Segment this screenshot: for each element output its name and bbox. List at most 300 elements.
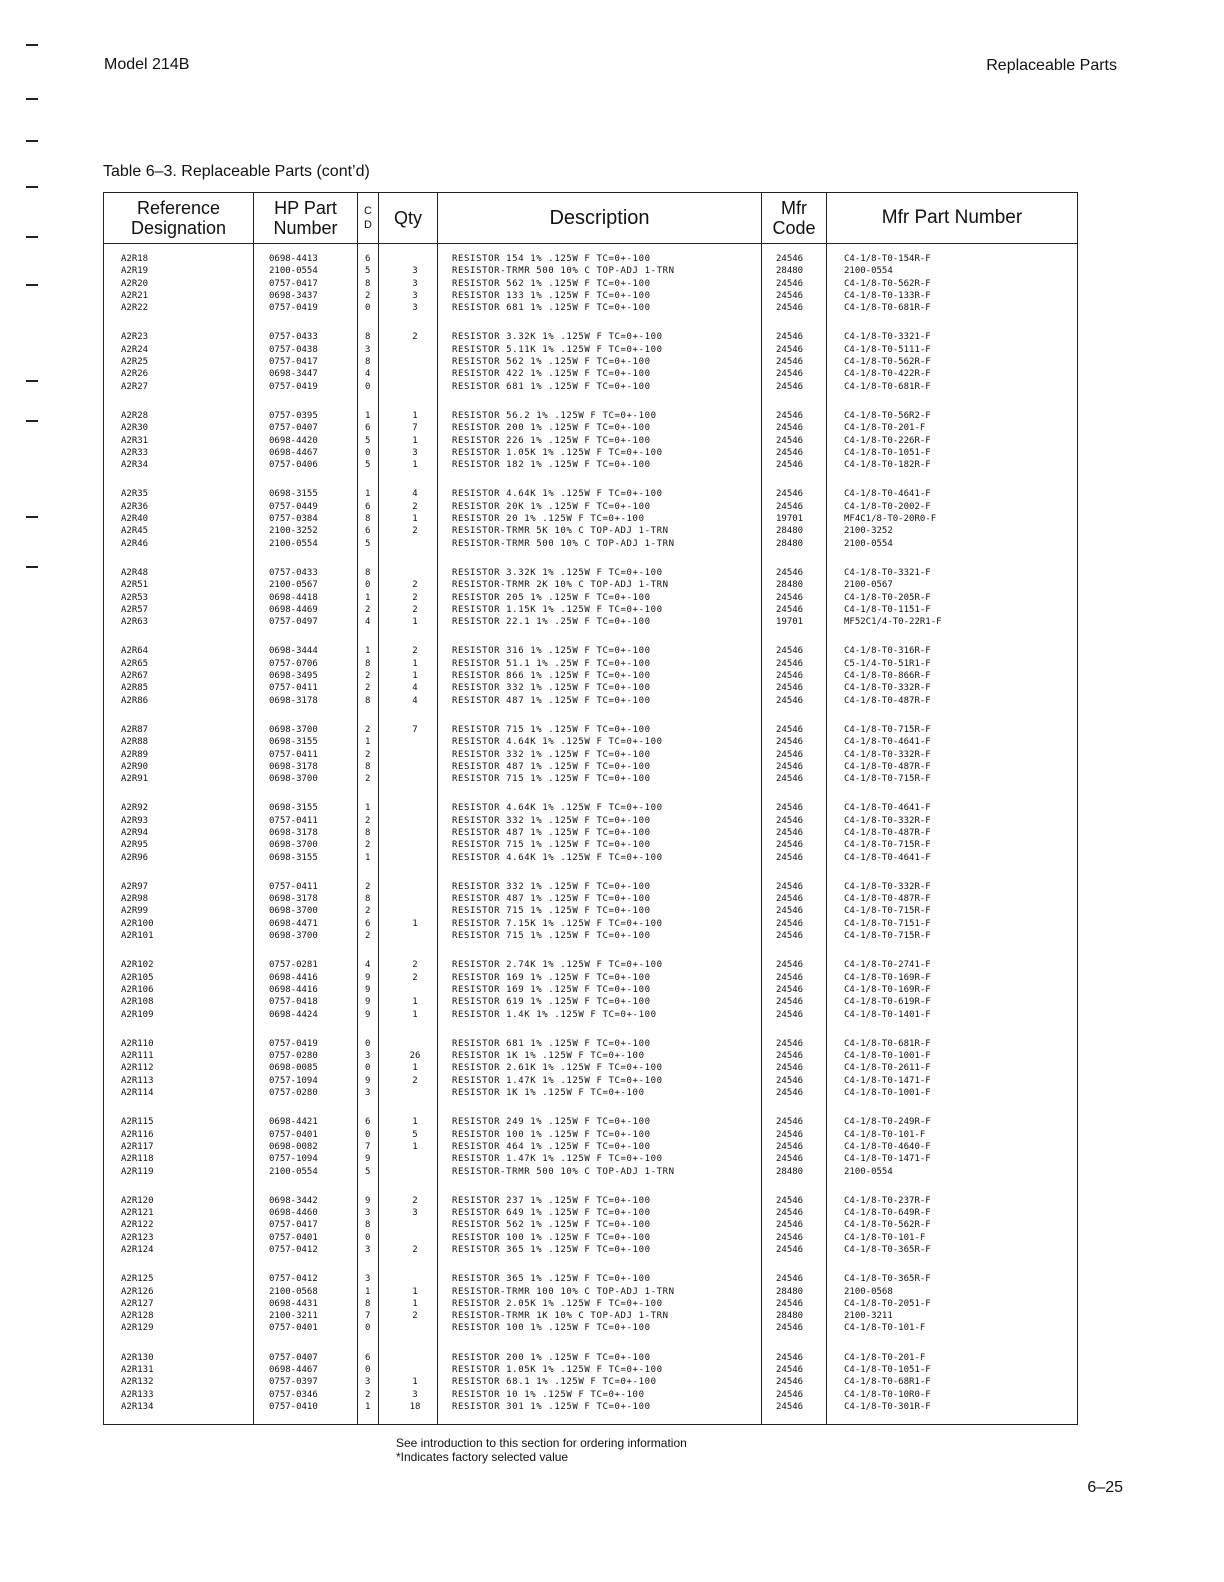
hp-part-cell: 0698-4413 — [269, 254, 318, 264]
ref-cell: A2R123 — [121, 1232, 154, 1243]
mfr-code-cell: 28480 — [776, 266, 804, 277]
hp-part-cell: 0757-0280 — [269, 1051, 318, 1062]
mfr-part-cell: MF4C1/8-T0-20R0-F — [844, 514, 937, 525]
hp-part-cell: 0757-0433 — [269, 567, 318, 578]
hp-part-cell: 0757-0410 — [269, 1401, 318, 1412]
ref-cell: A2R108 — [121, 997, 154, 1008]
col-header-qty: Qty — [393, 208, 422, 228]
description-cell: RESISTOR 169 1% .125W F TC=0+-100 — [452, 984, 651, 995]
qty-cell: 1 — [412, 1117, 418, 1128]
qty-cell: 18 — [409, 1401, 421, 1412]
table-body — [104, 253, 1077, 1430]
cd-cell: 1 — [365, 803, 371, 814]
mfr-part-cell: C4-1/8-T0-332R-F — [844, 815, 931, 826]
hp-part-cell: 0757-0417 — [269, 278, 318, 289]
mfr-part-cell: C4-1/8-T0-133R-F — [844, 290, 931, 301]
description-cell: RESISTOR 649 1% .125W F TC=0+-100 — [452, 1208, 651, 1219]
cd-cell: 1 — [365, 410, 371, 421]
table-footnote — [396, 1436, 687, 1464]
table-row — [104, 616, 1077, 628]
mfr-code-cell: 24546 — [776, 1298, 804, 1309]
cd-cell: 7 — [365, 1311, 371, 1322]
qty-cell: 1 — [412, 671, 418, 682]
row-group — [104, 1038, 1077, 1099]
qty-cell: 2 — [412, 1075, 418, 1086]
cd-cell: 1 — [365, 489, 371, 500]
table-row — [104, 488, 1077, 500]
margin-mark — [26, 284, 38, 286]
mfr-part-cell: C4-1/8-T0-4640-F — [844, 1141, 931, 1152]
mfr-code-cell: 24546 — [776, 423, 804, 434]
table-row — [104, 501, 1077, 513]
mfr-code-cell: 28480 — [776, 1311, 804, 1322]
cd-cell: 0 — [365, 381, 371, 392]
description-cell: RESISTOR 4.64K 1% .125W F TC=0+-100 — [452, 852, 663, 863]
mfr-code-cell: 24546 — [776, 290, 804, 301]
cd-cell: 4 — [365, 369, 371, 380]
qty-cell: 1 — [412, 658, 418, 669]
description-cell: RESISTOR 1K 1% .125W F TC=0+-100 — [452, 1051, 645, 1062]
mfr-code-cell: 24546 — [776, 724, 804, 735]
cd-cell: 8 — [365, 1220, 371, 1231]
table-row — [104, 761, 1077, 773]
mfr-code-cell: 28480 — [776, 1166, 804, 1177]
qty-cell: 1 — [412, 514, 418, 525]
description-cell: RESISTOR 10 1% .125W F TC=0+-100 — [452, 1389, 645, 1400]
row-group — [104, 881, 1077, 942]
table-row — [104, 265, 1077, 277]
description-cell: RESISTOR 1.47K 1% .125W F TC=0+-100 — [452, 1075, 663, 1086]
description-cell: RESISTOR 562 1% .125W F TC=0+-100 — [452, 1220, 651, 1231]
col-header-mfr-code: Mfr Code — [772, 198, 816, 238]
mfr-code-cell: 24546 — [776, 1154, 804, 1165]
cd-cell: 9 — [365, 997, 371, 1008]
qty-cell: 1 — [412, 1063, 418, 1074]
mfr-code-cell: 24546 — [776, 435, 804, 446]
hp-part-cell: 0757-0407 — [269, 1352, 318, 1363]
table-row — [104, 1009, 1077, 1021]
mfr-code-cell: 28480 — [776, 580, 804, 591]
description-cell: RESISTOR-TRMR 1K 10% C TOP-ADJ 1-TRN — [452, 1311, 669, 1322]
table-row — [104, 1153, 1077, 1165]
table-row — [104, 930, 1077, 942]
mfr-code-cell: 24546 — [776, 683, 804, 694]
mfr-code-cell: 24546 — [776, 918, 804, 929]
mfr-code-cell: 24546 — [776, 658, 804, 669]
qty-cell: 1 — [412, 435, 418, 446]
hp-part-cell: 2100-3252 — [269, 526, 318, 537]
row-group — [104, 802, 1077, 863]
mfr-part-cell: C4-1/8-T0-1151-F — [844, 604, 931, 615]
ref-cell: A2R125 — [121, 1274, 154, 1285]
mfr-code-cell: 24546 — [776, 381, 804, 392]
ref-cell: A2R111 — [121, 1051, 154, 1062]
cd-cell: 9 — [365, 972, 371, 983]
hp-part-cell: 0757-0412 — [269, 1245, 318, 1255]
table-row — [104, 538, 1077, 550]
ref-cell: A2R51 — [121, 580, 149, 591]
ref-cell: A2R134 — [121, 1401, 154, 1412]
description-cell: RESISTOR 4.64K 1% .125W F TC=0+-100 — [452, 737, 663, 748]
table-row — [104, 1322, 1077, 1334]
table-row — [104, 1038, 1077, 1050]
hp-part-cell: 0757-0281 — [269, 960, 318, 971]
qty-cell: 2 — [412, 526, 418, 537]
parts-table — [103, 192, 1078, 1425]
mfr-part-cell: C4-1/8-T0-101-F — [844, 1129, 926, 1140]
mfr-code-cell: 24546 — [776, 1117, 804, 1128]
description-cell: RESISTOR 237 1% .125W F TC=0+-100 — [452, 1195, 651, 1206]
mfr-code-cell: 24546 — [776, 1377, 804, 1388]
description-cell: RESISTOR 20K 1% .125W F TC=0+-100 — [452, 501, 651, 512]
mfr-part-cell: C4-1/8-T0-332R-F — [844, 881, 931, 892]
hp-part-cell: 0698-3700 — [269, 906, 318, 917]
mfr-part-cell: C4-1/8-T0-681R-F — [844, 1038, 931, 1049]
description-cell: RESISTOR 487 1% .125W F TC=0+-100 — [452, 827, 651, 838]
footnote-ordering: See introduction to this section for ordering information — [396, 1436, 687, 1450]
mfr-code-cell: 24546 — [776, 344, 804, 355]
qty-cell: 3 — [412, 447, 418, 458]
description-cell: RESISTOR 301 1% .125W F TC=0+-100 — [452, 1401, 651, 1412]
table-row — [104, 1364, 1077, 1376]
row-group — [104, 567, 1077, 628]
table-row — [104, 918, 1077, 930]
mfr-part-cell: C4-1/8-T0-101-F — [844, 1323, 926, 1334]
qty-cell: 1 — [412, 1141, 418, 1152]
row-group — [104, 1273, 1077, 1334]
cd-cell: 5 — [365, 266, 371, 277]
table-row — [104, 972, 1077, 984]
row-group — [104, 1352, 1077, 1413]
hp-part-cell: 0698-4431 — [269, 1298, 318, 1309]
mfr-part-cell: 2100-0554 — [844, 266, 893, 277]
description-cell: RESISTOR 20 1% .125W F TC=0+-100 — [452, 514, 645, 525]
mfr-part-cell: C4-1/8-T0-1471-F — [844, 1075, 931, 1086]
mfr-part-cell: C4-1/8-T0-154R-F — [844, 254, 931, 264]
ref-cell: A2R100 — [121, 918, 154, 929]
qty-cell: 1 — [412, 918, 418, 929]
cd-cell: 0 — [365, 303, 371, 314]
hp-part-cell: 0698-3155 — [269, 737, 318, 748]
ref-cell: A2R24 — [121, 344, 149, 355]
ref-cell: A2R113 — [121, 1075, 154, 1086]
description-cell: RESISTOR 226 1% .125W F TC=0+-100 — [452, 435, 651, 446]
description-cell: RESISTOR 1K 1% .125W F TC=0+-100 — [452, 1088, 645, 1099]
ref-cell: A2R127 — [121, 1298, 154, 1309]
ref-cell: A2R126 — [121, 1286, 154, 1297]
ref-cell: A2R93 — [121, 815, 149, 826]
hp-part-cell: 0757-0433 — [269, 332, 318, 343]
mfr-code-cell: 24546 — [776, 997, 804, 1008]
mfr-code-cell: 24546 — [776, 761, 804, 772]
mfr-part-cell: C4-1/8-T0-3321-F — [844, 332, 931, 343]
row-group — [104, 410, 1077, 471]
margin-mark — [26, 566, 38, 568]
ref-cell: A2R27 — [121, 381, 149, 392]
hp-part-cell: 0698-3155 — [269, 852, 318, 863]
cd-cell: 3 — [365, 344, 371, 355]
mfr-part-cell: 2100-3211 — [844, 1311, 893, 1322]
mfr-code-cell: 24546 — [776, 774, 804, 785]
hp-part-cell: 0757-1094 — [269, 1154, 318, 1165]
description-cell: RESISTOR 182 1% .125W F TC=0+-100 — [452, 460, 651, 471]
mfr-code-cell: 24546 — [776, 803, 804, 814]
hp-part-cell: 0698-3155 — [269, 803, 318, 814]
cd-cell: 9 — [365, 1075, 371, 1086]
hp-part-cell: 0698-3437 — [269, 290, 318, 301]
col-header-cd — [358, 193, 378, 243]
mfr-part-cell: C4-1/8-T0-301R-F — [844, 1401, 931, 1412]
table-row — [104, 749, 1077, 761]
mfr-code-cell: 24546 — [776, 1075, 804, 1086]
qty-cell: 1 — [412, 1286, 418, 1297]
description-cell: RESISTOR 681 1% .125W F TC=0+-100 — [452, 381, 651, 392]
mfr-code-cell: 24546 — [776, 749, 804, 760]
cd-cell: 8 — [365, 827, 371, 838]
ref-cell: A2R25 — [121, 357, 149, 368]
mfr-part-cell: C4-1/8-T0-169R-F — [844, 972, 931, 983]
cd-cell: 2 — [365, 724, 371, 735]
hp-part-cell: 0757-0280 — [269, 1088, 318, 1099]
mfr-code-cell: 24546 — [776, 852, 804, 863]
description-cell: RESISTOR 4.64K 1% .125W F TC=0+-100 — [452, 803, 663, 814]
qty-cell: 3 — [412, 290, 418, 301]
row-group — [104, 253, 1077, 314]
ref-cell: A2R89 — [121, 749, 149, 760]
table-row — [104, 1129, 1077, 1141]
table-row — [104, 435, 1077, 447]
mfr-code-cell: 24546 — [776, 1088, 804, 1099]
ref-cell: A2R119 — [121, 1166, 154, 1177]
ref-cell: A2R110 — [121, 1038, 154, 1049]
description-cell: RESISTOR 2.61K 1% .125W F TC=0+-100 — [452, 1063, 663, 1074]
cd-cell: 2 — [365, 604, 371, 615]
qty-cell: 3 — [412, 1208, 418, 1219]
cd-cell: 8 — [365, 1298, 371, 1309]
cd-cell: 1 — [365, 1286, 371, 1297]
col-header-description: Description — [549, 207, 650, 229]
hp-part-cell: 0757-0497 — [269, 617, 318, 628]
ref-cell: A2R34 — [121, 460, 149, 471]
mfr-part-cell: C4-1/8-T0-422R-F — [844, 369, 931, 380]
description-cell: RESISTOR 715 1% .125W F TC=0+-100 — [452, 724, 651, 735]
mfr-code-cell: 24546 — [776, 1141, 804, 1152]
mfr-code-cell: 24546 — [776, 1009, 804, 1020]
hp-part-cell: 2100-0554 — [269, 1166, 318, 1177]
ref-cell: A2R92 — [121, 803, 149, 814]
margin-mark — [26, 44, 38, 46]
qty-cell: 5 — [412, 1129, 418, 1140]
cd-cell: 6 — [365, 254, 371, 264]
mfr-part-cell: C4-1/8-T0-649R-F — [844, 1208, 931, 1219]
mfr-part-cell: C4-1/8-T0-4641-F — [844, 803, 931, 814]
hp-part-cell: 0757-0346 — [269, 1389, 318, 1400]
description-cell: RESISTOR 365 1% .125W F TC=0+-100 — [452, 1274, 651, 1285]
mfr-part-cell: C4-1/8-T0-1001-F — [844, 1088, 931, 1099]
ref-cell: A2R26 — [121, 369, 149, 380]
hp-part-cell: 0698-4420 — [269, 435, 318, 446]
cd-cell: 6 — [365, 1117, 371, 1128]
mfr-code-cell: 24546 — [776, 671, 804, 682]
table-row — [104, 802, 1077, 814]
row-group — [104, 1116, 1077, 1177]
table-row — [104, 724, 1077, 736]
table-row — [104, 331, 1077, 343]
cd-cell: 8 — [365, 332, 371, 343]
page-number: 6–25 — [1087, 1479, 1123, 1496]
table-row — [104, 1195, 1077, 1207]
table-row — [104, 852, 1077, 864]
hp-part-cell: 0757-1094 — [269, 1075, 318, 1086]
hp-part-cell: 0698-4467 — [269, 1365, 318, 1376]
margin-mark — [26, 236, 38, 238]
mfr-part-cell: C4-1/8-T0-182R-F — [844, 460, 931, 471]
description-cell: RESISTOR 619 1% .125W F TC=0+-100 — [452, 997, 651, 1008]
mfr-part-cell: C4-1/8-T0-332R-F — [844, 683, 931, 694]
mfr-code-cell: 24546 — [776, 278, 804, 289]
mfr-part-cell: 2100-0554 — [844, 538, 893, 549]
table-row — [104, 356, 1077, 368]
ref-cell: A2R23 — [121, 332, 149, 343]
ref-cell: A2R67 — [121, 671, 149, 682]
qty-cell: 4 — [412, 683, 418, 694]
mfr-code-cell: 24546 — [776, 1323, 804, 1334]
mfr-code-cell: 24546 — [776, 840, 804, 851]
table-row — [104, 604, 1077, 616]
cd-cell: 4 — [365, 617, 371, 628]
mfr-part-cell: C4-1/8-T0-332R-F — [844, 749, 931, 760]
mfr-code-cell: 24546 — [776, 1051, 804, 1062]
col-header-ref: Reference Designation — [130, 198, 227, 238]
hp-part-cell: 0757-0449 — [269, 501, 318, 512]
table-row — [104, 996, 1077, 1008]
ref-cell: A2R86 — [121, 695, 149, 706]
mfr-part-cell: C4-1/8-T0-5111-F — [844, 344, 931, 355]
mfr-part-cell: C4-1/8-T0-237R-F — [844, 1195, 931, 1206]
hp-part-cell: 0757-0411 — [269, 683, 318, 694]
hp-part-cell: 0757-0417 — [269, 357, 318, 368]
cd-cell: 1 — [365, 1401, 371, 1412]
table-row — [104, 567, 1077, 579]
mfr-part-cell: C4-1/8-T0-68R1-F — [844, 1377, 931, 1388]
mfr-part-cell: C4-1/8-T0-2611-F — [844, 1063, 931, 1074]
table-row — [104, 736, 1077, 748]
description-cell: RESISTOR 200 1% .125W F TC=0+-100 — [452, 1352, 651, 1363]
cd-cell: 3 — [365, 1088, 371, 1099]
description-cell: RESISTOR 365 1% .125W F TC=0+-100 — [452, 1245, 651, 1255]
ref-cell: A2R98 — [121, 894, 149, 905]
table-row — [104, 1310, 1077, 1322]
row-group — [104, 645, 1077, 706]
cd-cell: 0 — [365, 1129, 371, 1140]
mfr-part-cell: C4-1/8-T0-201-F — [844, 423, 926, 434]
cd-cell: 6 — [365, 501, 371, 512]
cd-cell: 5 — [365, 435, 371, 446]
description-cell: RESISTOR 332 1% .125W F TC=0+-100 — [452, 683, 651, 694]
ref-cell: A2R105 — [121, 972, 154, 983]
hp-part-cell: 0698-3178 — [269, 894, 318, 905]
hp-part-cell: 2100-0568 — [269, 1286, 318, 1297]
cd-cell: 8 — [365, 278, 371, 289]
table-row — [104, 1075, 1077, 1087]
ref-cell: A2R31 — [121, 435, 149, 446]
mfr-part-cell: 2100-0567 — [844, 580, 893, 591]
description-cell: RESISTOR 1.05K 1% .125W F TC=0+-100 — [452, 1365, 663, 1376]
row-group — [104, 331, 1077, 392]
mfr-code-cell: 28480 — [776, 526, 804, 537]
mfr-part-cell: C4-1/8-T0-365R-F — [844, 1245, 931, 1255]
ref-cell: A2R97 — [121, 881, 149, 892]
ref-cell: A2R57 — [121, 604, 149, 615]
mfr-code-cell: 24546 — [776, 604, 804, 615]
description-cell: RESISTOR 2.74K 1% .125W F TC=0+-100 — [452, 960, 663, 971]
description-cell: RESISTOR 100 1% .125W F TC=0+-100 — [452, 1129, 651, 1140]
mfr-part-cell: C4-1/8-T0-226R-F — [844, 435, 931, 446]
mfr-code-cell: 24546 — [776, 332, 804, 343]
col-header-hp-part: HP Part Number — [273, 198, 338, 238]
margin-mark — [26, 516, 38, 518]
hp-part-cell: 0698-3178 — [269, 827, 318, 838]
table-title: Table 6–3. Replaceable Parts (cont’d) — [103, 163, 370, 180]
mfr-part-cell: C4-1/8-T0-4641-F — [844, 489, 931, 500]
mfr-code-cell: 24546 — [776, 1401, 804, 1412]
qty-cell: 2 — [412, 332, 418, 343]
description-cell: RESISTOR 1.47K 1% .125W F TC=0+-100 — [452, 1154, 663, 1165]
description-cell: RESISTOR 4.64K 1% .125W F TC=0+-100 — [452, 489, 663, 500]
ref-cell: A2R99 — [121, 906, 149, 917]
mfr-part-cell: MF52C1/4-T0-22R1-F — [844, 617, 942, 628]
ref-cell: A2R118 — [121, 1154, 154, 1165]
mfr-code-cell: 28480 — [776, 1286, 804, 1297]
cd-cell: 3 — [365, 1274, 371, 1285]
hp-part-cell: 0698-4416 — [269, 984, 318, 995]
mfr-code-cell: 24546 — [776, 254, 804, 264]
description-cell: RESISTOR 249 1% .125W F TC=0+-100 — [452, 1117, 651, 1128]
table-row — [104, 592, 1077, 604]
qty-cell: 1 — [412, 410, 418, 421]
cd-cell: 5 — [365, 538, 371, 549]
ref-cell: A2R64 — [121, 646, 149, 657]
cd-cell: 8 — [365, 695, 371, 706]
description-cell: RESISTOR 681 1% .125W F TC=0+-100 — [452, 303, 651, 314]
hp-part-cell: 0757-0419 — [269, 381, 318, 392]
table-row — [104, 1166, 1077, 1178]
mfr-part-cell: C4-1/8-T0-487R-F — [844, 761, 931, 772]
cd-cell: 2 — [365, 671, 371, 682]
qty-cell: 1 — [412, 1298, 418, 1309]
hp-part-cell: 0698-4421 — [269, 1117, 318, 1128]
ref-cell: A2R117 — [121, 1141, 154, 1152]
hp-part-cell: 0698-3700 — [269, 840, 318, 851]
description-cell: RESISTOR 715 1% .125W F TC=0+-100 — [452, 906, 651, 917]
mfr-code-cell: 24546 — [776, 303, 804, 314]
cd-cell: 1 — [365, 646, 371, 657]
ref-cell: A2R36 — [121, 501, 149, 512]
cd-cell: 9 — [365, 1195, 371, 1206]
cd-cell: 8 — [365, 567, 371, 578]
mfr-part-cell: C4-1/8-T0-562R-F — [844, 357, 931, 368]
description-cell: RESISTOR 51.1 1% .25W F TC=0+-100 — [452, 658, 651, 669]
mfr-code-cell: 19701 — [776, 617, 804, 628]
table-row — [104, 344, 1077, 356]
cd-cell: 3 — [365, 1208, 371, 1219]
table-row — [104, 381, 1077, 393]
mfr-code-cell: 24546 — [776, 881, 804, 892]
table-row — [104, 1352, 1077, 1364]
description-cell: RESISTOR-TRMR 500 10% C TOP-ADJ 1-TRN — [452, 538, 675, 549]
description-cell: RESISTOR 100 1% .125W F TC=0+-100 — [452, 1232, 651, 1243]
cd-cell: 2 — [365, 815, 371, 826]
